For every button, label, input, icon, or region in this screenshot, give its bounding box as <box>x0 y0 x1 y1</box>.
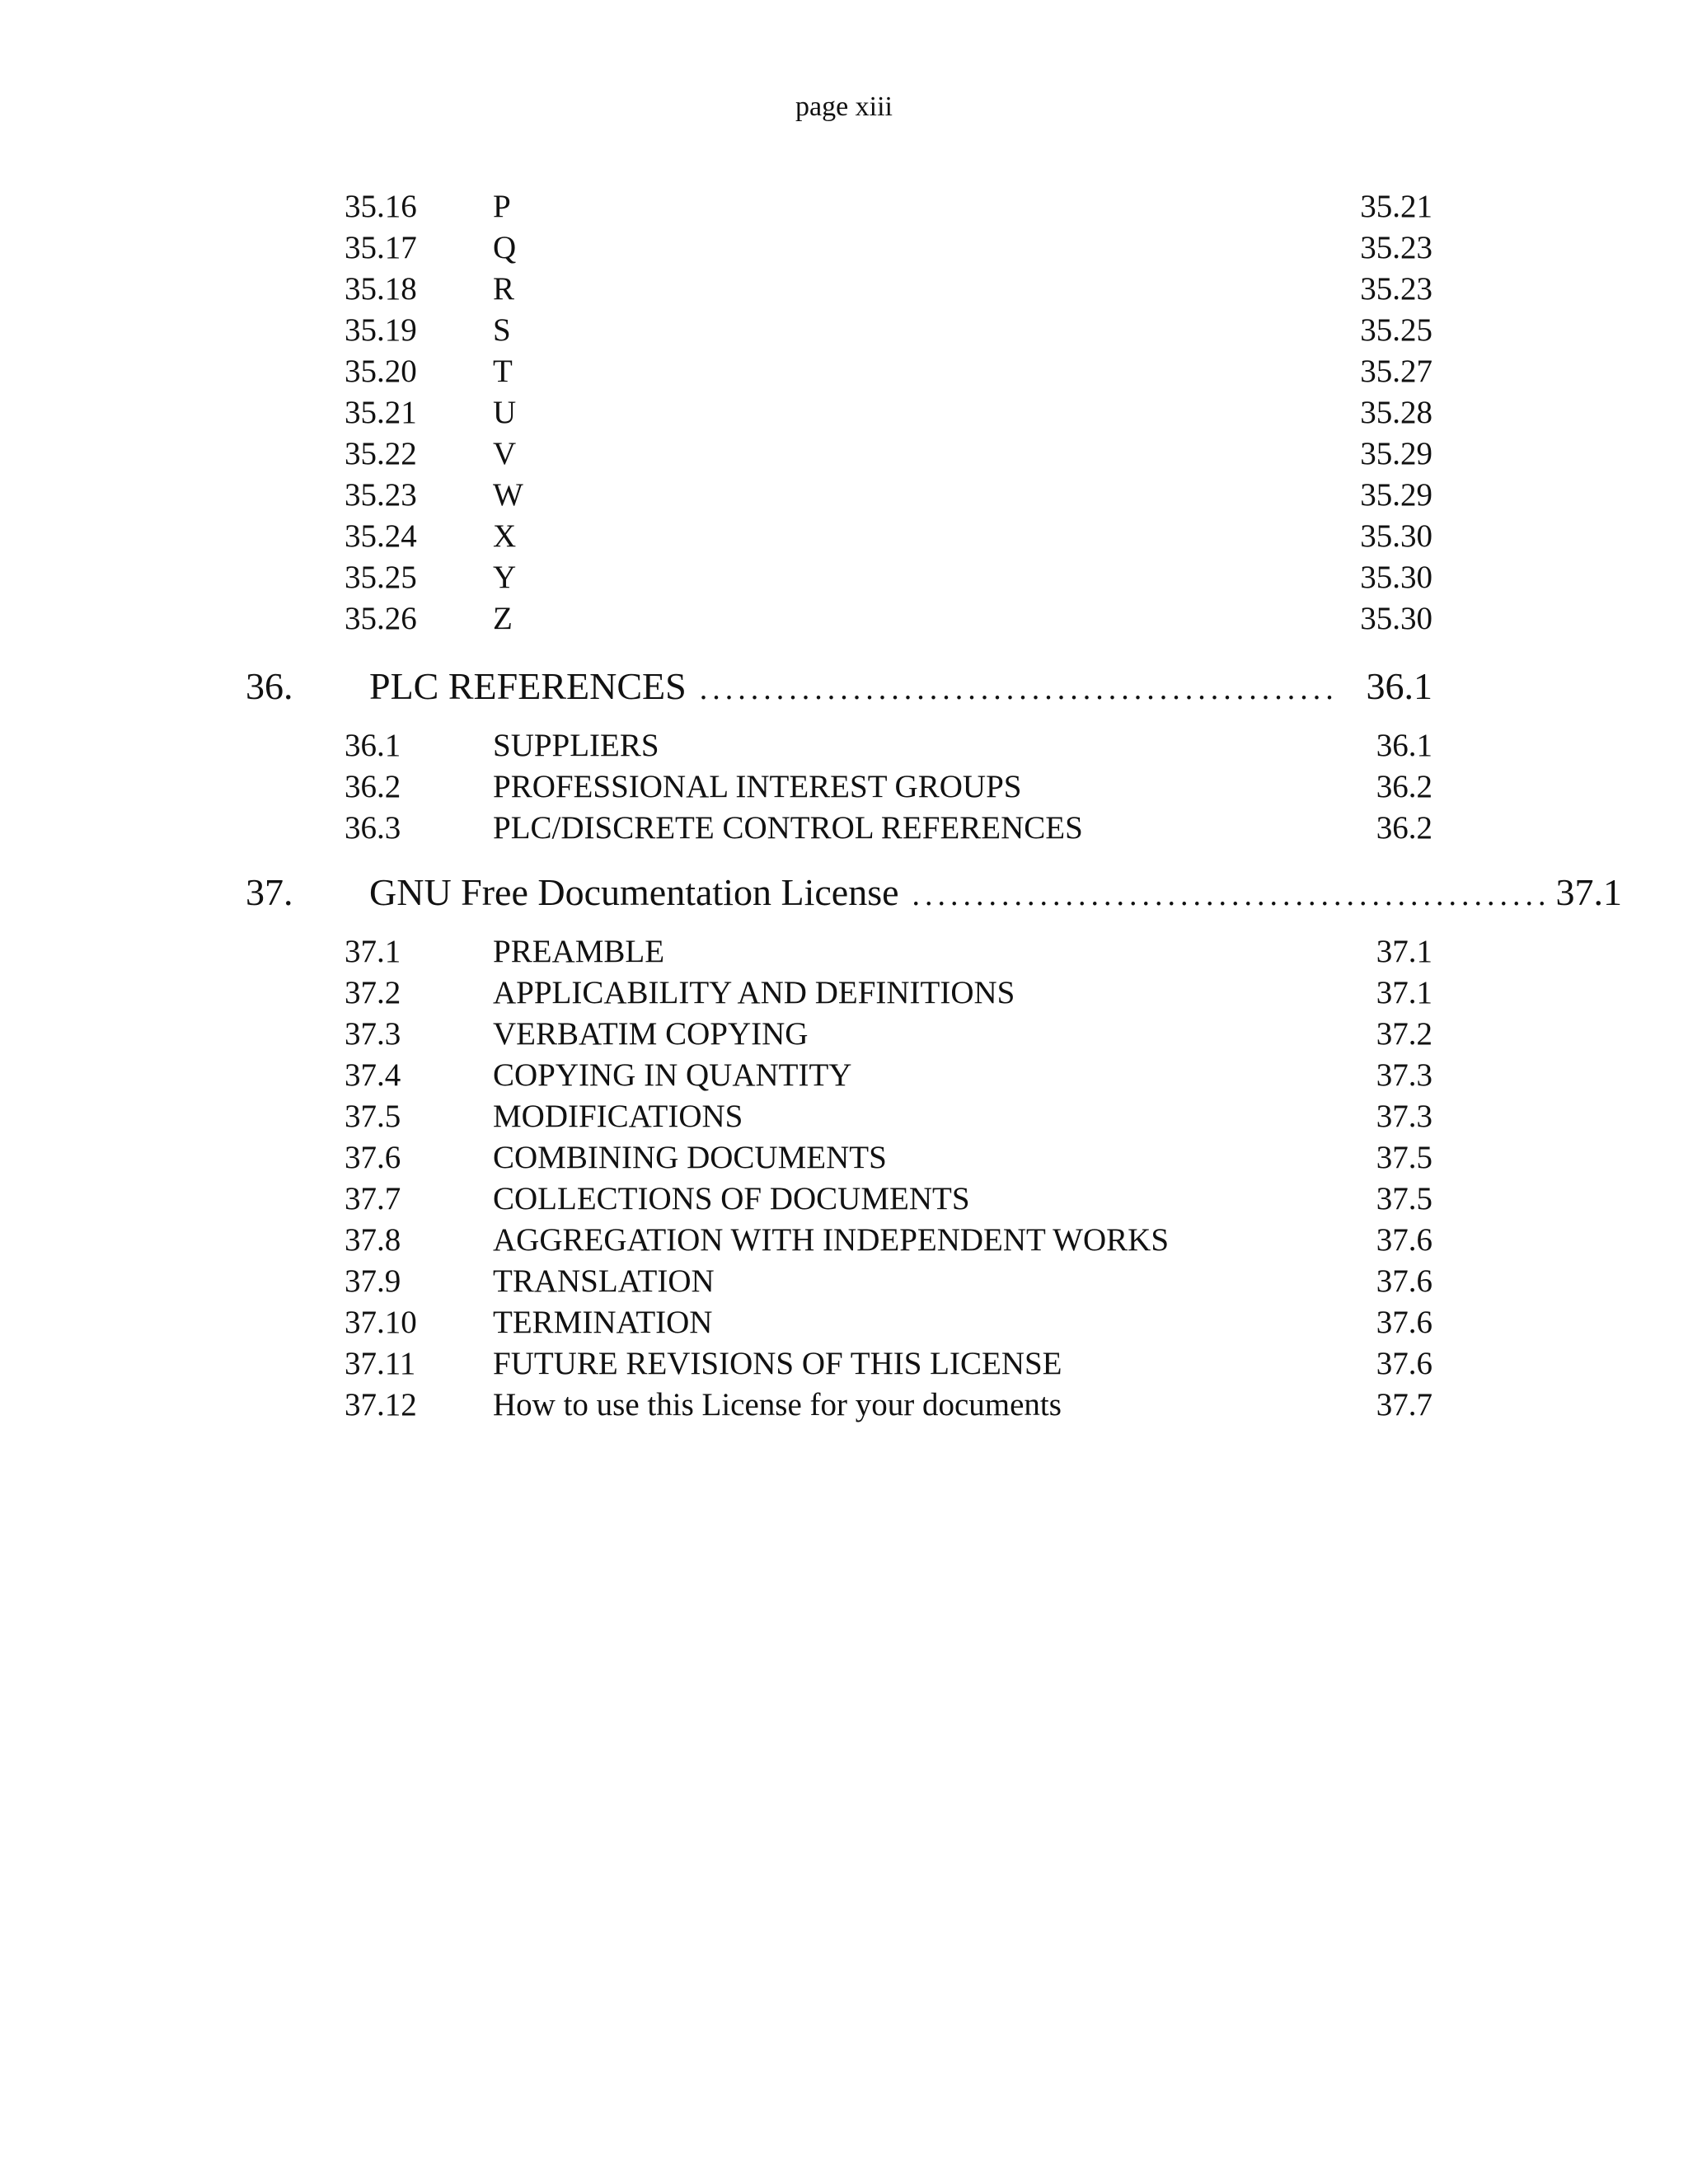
toc-chapter-37 <box>0 865 1688 1426</box>
entry-number: 37.3 <box>345 1016 401 1052</box>
chapter-page: 36.1 <box>1366 665 1432 707</box>
entry-number: 35.17 <box>345 230 417 265</box>
entry-page: 37.6 <box>1376 1305 1432 1340</box>
toc-entry <box>0 516 1688 557</box>
entry-number: 35.18 <box>345 271 417 307</box>
entry-title: How to use this License for your documents <box>493 1387 1062 1422</box>
toc-entry <box>0 1343 1688 1385</box>
entry-number: 37.1 <box>345 934 401 969</box>
toc-entry <box>0 1096 1688 1137</box>
chapter-title-line <box>369 659 1432 716</box>
page-header: page xiii <box>795 91 893 122</box>
chapter-number: 37. <box>246 871 293 913</box>
entry-title: P <box>493 189 511 224</box>
entry-title: COMBINING DOCUMENTS <box>493 1140 887 1175</box>
toc-entry <box>0 1179 1688 1220</box>
toc-entry <box>0 1302 1688 1343</box>
entry-page: 35.30 <box>1360 601 1432 636</box>
entry-title: FUTURE REVISIONS OF THIS LICENSE <box>493 1346 1062 1381</box>
entry-title: V <box>493 436 517 471</box>
toc-entry <box>0 227 1688 269</box>
entry-title: W <box>493 477 523 513</box>
entry-number: 35.23 <box>345 477 417 513</box>
toc-entry <box>0 186 1688 227</box>
entry-page: 35.28 <box>1360 395 1432 430</box>
entry-number: 35.24 <box>345 518 417 554</box>
entry-number: 35.22 <box>345 436 417 471</box>
entry-title: Z <box>493 601 513 636</box>
entry-page: 37.5 <box>1376 1181 1432 1216</box>
entry-number: 37.5 <box>345 1099 401 1134</box>
entry-page: 37.3 <box>1376 1057 1432 1093</box>
entry-number: 37.11 <box>345 1346 416 1381</box>
entry-number: 36.3 <box>345 810 401 846</box>
entry-page: 35.25 <box>1360 312 1432 348</box>
entry-title: VERBATIM COPYING <box>493 1016 809 1052</box>
entry-page: 35.29 <box>1360 477 1432 513</box>
entry-title: S <box>493 312 511 348</box>
entry-number: 37.9 <box>345 1263 401 1299</box>
entry-number: 35.21 <box>345 395 417 430</box>
entry-page: 37.2 <box>1376 1016 1432 1052</box>
entry-number: 36.2 <box>345 769 401 804</box>
toc-entry <box>0 1137 1688 1179</box>
entry-title: COPYING IN QUANTITY <box>493 1057 852 1093</box>
entry-page: 37.1 <box>1376 975 1432 1010</box>
toc-entry <box>0 351 1688 392</box>
entry-number: 35.20 <box>345 354 417 389</box>
toc-entry <box>0 766 1688 808</box>
entry-page: 37.1 <box>1376 934 1432 969</box>
entry-page: 35.30 <box>1360 518 1432 554</box>
toc-entry <box>0 598 1688 640</box>
entry-title: U <box>493 395 517 430</box>
entry-title: MODIFICATIONS <box>493 1099 743 1134</box>
toc-entry <box>0 1055 1688 1096</box>
toc-entry <box>0 1220 1688 1261</box>
entry-page: 35.23 <box>1360 230 1432 265</box>
entry-title: T <box>493 354 513 389</box>
toc-entry <box>0 269 1688 310</box>
toc-entry <box>0 434 1688 475</box>
toc-entry <box>0 557 1688 598</box>
entry-page: 35.29 <box>1360 436 1432 471</box>
toc-entry <box>0 972 1688 1014</box>
entry-number: 35.25 <box>345 560 417 595</box>
toc-entry <box>0 310 1688 351</box>
toc-chapter-36 <box>0 659 1688 849</box>
entry-title: TRANSLATION <box>493 1263 715 1299</box>
entry-page: 37.7 <box>1376 1387 1432 1422</box>
entry-page: 37.5 <box>1376 1140 1432 1175</box>
entry-number: 35.26 <box>345 601 417 636</box>
entry-page: 36.1 <box>1376 728 1432 763</box>
entry-title: R <box>493 271 515 307</box>
toc-section-35-continued <box>0 186 1688 640</box>
entry-page: 37.3 <box>1376 1099 1432 1134</box>
entry-page: 35.27 <box>1360 354 1432 389</box>
entry-page: 37.6 <box>1376 1222 1432 1258</box>
entry-title: PROFESSIONAL INTEREST GROUPS <box>493 769 1022 804</box>
chapter-number: 36. <box>246 665 293 707</box>
chapter-title: GNU Free Documentation License <box>369 871 899 913</box>
entry-number: 37.6 <box>345 1140 401 1175</box>
toc-entry <box>0 1385 1688 1426</box>
entry-number: 35.19 <box>345 312 417 348</box>
entry-page: 35.30 <box>1360 560 1432 595</box>
entry-number: 36.1 <box>345 728 401 763</box>
entry-title: PLC/DISCRETE CONTROL REFERENCES <box>493 810 1083 846</box>
entry-title: Q <box>493 230 517 265</box>
chapter-page: 37.1 <box>1555 871 1623 913</box>
entry-number: 37.2 <box>345 975 401 1010</box>
entry-number: 37.7 <box>345 1181 401 1216</box>
dot-leader: .................................................. <box>699 672 1339 706</box>
entry-page: 35.23 <box>1360 271 1432 307</box>
chapter-heading <box>0 865 1688 920</box>
toc-entry <box>0 392 1688 434</box>
entry-number: 37.10 <box>345 1305 417 1340</box>
toc-entry <box>0 1261 1688 1302</box>
entry-number: 37.4 <box>345 1057 401 1093</box>
entry-title: SUPPLIERS <box>493 728 659 763</box>
entry-page: 36.2 <box>1376 769 1432 804</box>
entry-title: Y <box>493 560 517 595</box>
entry-page: 36.2 <box>1376 810 1432 846</box>
chapter-heading <box>0 659 1688 714</box>
entry-title: APPLICABILITY AND DEFINITIONS <box>493 975 1015 1010</box>
toc-entry <box>0 1014 1688 1055</box>
toc-entry <box>0 475 1688 516</box>
entry-number: 35.16 <box>345 189 417 224</box>
toc-entry <box>0 725 1688 766</box>
entry-title: COLLECTIONS OF DOCUMENTS <box>493 1181 970 1216</box>
chapter-title: PLC REFERENCES <box>369 665 687 707</box>
entry-title: X <box>493 518 517 554</box>
toc-entry <box>0 931 1688 972</box>
entry-page: 37.6 <box>1376 1263 1432 1299</box>
entry-title: PREAMBLE <box>493 934 665 969</box>
entry-title: TERMINATION <box>493 1305 713 1340</box>
toc-entry <box>0 808 1688 849</box>
dot-leader: .................................................. <box>912 878 1551 912</box>
chapter-title-line <box>369 865 1623 922</box>
entry-number: 37.8 <box>345 1222 401 1258</box>
entry-number: 37.12 <box>345 1387 417 1422</box>
entry-title: AGGREGATION WITH INDEPENDENT WORKS <box>493 1222 1170 1258</box>
entry-page: 37.6 <box>1376 1346 1432 1381</box>
entry-page: 35.21 <box>1360 189 1432 224</box>
